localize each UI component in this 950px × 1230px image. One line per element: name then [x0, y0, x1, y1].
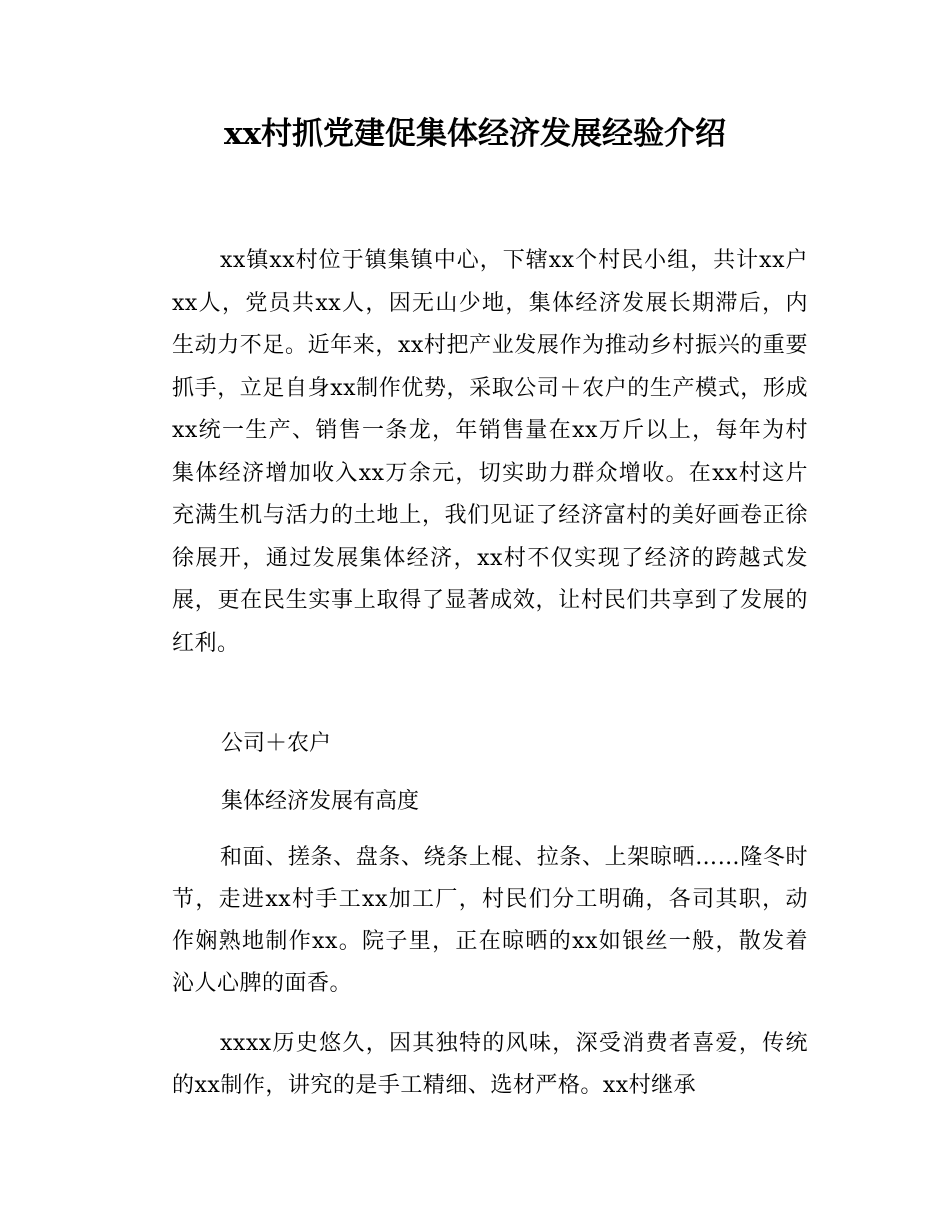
body-paragraph-history: xxxx历史悠久，因其独特的风味，深受消费者喜爱，传统的xx制作，讲究的是手工精细、选材严格。xx村继承	[172, 1031, 808, 1098]
section-heading-company-farmer: 公司＋农户	[221, 731, 332, 756]
intro-paragraph: xx镇xx村位于镇集镇中心，下辖xx个村民小组，共计xx户xx人，党员共xx人，因无山少地，集体经济发展长期滞后，内生动力不足。近年来，xx村把产业发展作为推动乡村振兴的重要抓手，立足自身xx制作优势，采取公司＋农户的生产模式，形成xx统一生产、销售一条龙，年销售量在xx万斤以上，每年为村集体经济增加收入xx万余元，切实助力群众增收。在xx村这片充满生机与活力的土地上，我们见证了经济富村的美好画卷正徐徐展开，通过发展集体经济，xx村不仅实现了经济的跨越式发展，更在民生实事上取得了显著成效，让村民们共享到了发展的红利。	[172, 248, 808, 656]
body-paragraph-workshop: 和面、搓条、盘条、绕条上棍、拉条、上架晾晒……隆冬时节，走进xx村手工xx加工厂，村民们分工明确，各司其职，动作娴熟地制作xx。院子里，正在晾晒的xx如银丝一般，散发着沁人心脾的面香。	[172, 845, 808, 996]
document-title: xx村抓党建促集体经济发展经验介绍	[224, 116, 726, 152]
section-heading-collective-economy: 集体经济发展有高度	[221, 789, 420, 814]
